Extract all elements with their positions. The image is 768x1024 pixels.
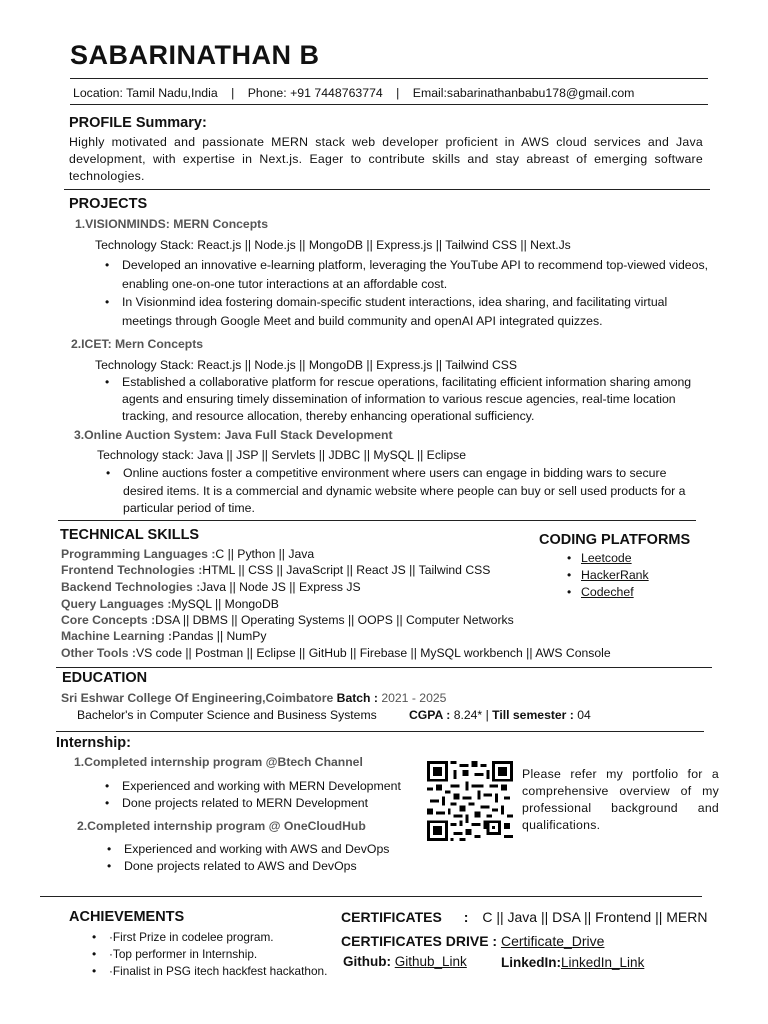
internship-title: 1.Completed internship program @Btech Channel xyxy=(74,755,363,769)
education-college-row xyxy=(61,691,446,705)
cgpa-label: CGPA : xyxy=(409,708,451,722)
contact-divider xyxy=(70,104,708,105)
github-label: Github: xyxy=(343,954,391,969)
project-title: 2.ICET: Mern Concepts xyxy=(71,337,204,351)
certificates-label: CERTIFICATES xyxy=(341,909,442,925)
certificates-row xyxy=(341,909,707,925)
hackerrank-link[interactable] xyxy=(567,567,649,584)
internship-heading: Internship: xyxy=(56,735,131,751)
list-item: • Developed an innovative e-learning platform, leveraging the YouTube API to recommend top-viewed videos, enabling one-on-one tutor interactions at an affordable cost. xyxy=(100,256,712,293)
contact-separator: | xyxy=(231,86,235,100)
skill-label: Query Languages : xyxy=(61,597,172,611)
coding-links xyxy=(567,550,649,601)
skill-row xyxy=(61,563,490,577)
list-item: • Experienced and working with MERN Development xyxy=(100,778,401,795)
certificates-colon: : xyxy=(463,909,469,925)
projects-divider xyxy=(58,520,696,521)
codechef-link[interactable] xyxy=(567,584,649,601)
github-row xyxy=(343,954,467,969)
leetcode-link-text[interactable]: Leetcode xyxy=(581,551,632,565)
list-item: • ·Finalist in PSG itech hackfest hackathon. xyxy=(87,963,327,980)
skill-label: Machine Learning : xyxy=(61,629,173,643)
skill-value: Pandas || NumPy xyxy=(172,629,267,643)
project-title: 1.VISIONMINDS: MERN Concepts xyxy=(75,217,268,231)
skill-row xyxy=(61,597,279,611)
achievements-heading: ACHIEVEMENTS xyxy=(69,909,185,925)
codechef-link-text[interactable]: Codechef xyxy=(581,585,634,599)
list-item: • Established a collaborative platform for rescue operations, facilitating efficient information sharing among agents and ensuring timely dissemination of information to various rescue agencies, real-time location tracking, and resource allocation, thereby enhancing operational sufficiency. xyxy=(100,374,704,426)
profile-divider xyxy=(64,189,710,190)
list-item: • Experienced and working with AWS and DevOps xyxy=(102,841,389,858)
achievements-list xyxy=(87,929,327,980)
contact-location: Location: Tamil Nadu,India xyxy=(73,86,218,100)
skill-value: Java || Node JS || Express JS xyxy=(200,580,361,594)
list-item: • ·Top performer in Internship. xyxy=(87,946,327,963)
contact-separator: | xyxy=(396,86,400,100)
skill-row xyxy=(61,547,314,561)
hackerrank-link-text[interactable]: HackerRank xyxy=(581,568,649,582)
contact-phone: Phone: +91 7448763774 xyxy=(247,86,383,100)
skill-label: Core Concepts : xyxy=(61,613,156,627)
skill-row xyxy=(61,613,514,627)
project-stack: Technology Stack: React.js || Node.js || MongoDB || Express.js || Tailwind CSS xyxy=(95,358,518,372)
skill-value: HTML || CSS || JavaScript || React JS || Tailwind CSS xyxy=(202,563,491,577)
portfolio-note: Please refer my portfolio for a comprehensive overview of my professional background and qualifications. xyxy=(522,767,719,832)
skill-value: DSA || DBMS || Operating Systems || OOPS || Computer Networks xyxy=(155,613,514,627)
project-bullets xyxy=(100,374,704,426)
list-item: • Done projects related to MERN Development xyxy=(100,795,401,812)
skills-heading: TECHNICAL SKILLS xyxy=(60,527,200,543)
till-value: 04 xyxy=(577,708,591,722)
certificates-drive-row xyxy=(341,933,604,949)
batch-label: Batch : xyxy=(336,691,378,705)
skill-value: MySQL || MongoDB xyxy=(171,597,279,611)
github-link[interactable]: Github_Link xyxy=(394,954,467,969)
certificates-value: C || Java || DSA || Frontend || MERN xyxy=(482,909,708,925)
cgpa-separator: | xyxy=(485,708,489,722)
education-divider xyxy=(56,731,704,732)
profile-text: Highly motivated and passionate MERN stack web developer proficient in AWS cloud services and Java development, with expertise in Next.js. Eager to contribute skills and stay abreast of emerging software technologies. xyxy=(69,135,703,183)
skill-label: Programming Languages : xyxy=(61,547,216,561)
linkedin-row xyxy=(501,955,644,970)
profile-heading: PROFILE Summary: xyxy=(69,115,207,131)
list-item: • ·First Prize in codelee program. xyxy=(87,929,327,946)
education-cgpa-row xyxy=(409,708,591,722)
certificate-drive-link[interactable]: Certificate_Drive xyxy=(500,933,605,949)
till-label: Till semester : xyxy=(492,708,574,722)
contact-email[interactable]: Email:sabarinathanbabu178@gmail.com xyxy=(412,86,635,100)
skill-value: C || Python || Java xyxy=(215,547,315,561)
list-item: • In Visionmind idea fostering domain-specific student interactions, idea sharing, and facilitating virtual meetings through Google Meet and build community and openAI API integrated quizzes. xyxy=(100,293,712,330)
project-bullets xyxy=(101,465,707,518)
internship-bullets xyxy=(100,778,401,812)
internship-divider xyxy=(40,896,702,897)
header-divider xyxy=(70,78,708,79)
cgpa-value: 8.24* xyxy=(453,708,483,722)
batch-value: 2021 - 2025 xyxy=(381,691,447,705)
resume-name: SABARINATHAN B xyxy=(70,40,320,70)
portfolio-qr-code-icon[interactable] xyxy=(427,761,513,841)
project-stack: Technology stack: Java || JSP || Servlets || JDBC || MySQL || Eclipse xyxy=(97,448,466,462)
list-item: • Done projects related to AWS and DevOps xyxy=(102,858,389,875)
skill-label: Other Tools : xyxy=(61,646,136,660)
internship-bullets xyxy=(102,841,389,875)
internship-title: 2.Completed internship program @ OneCloudHub xyxy=(77,819,366,833)
skills-divider xyxy=(56,667,712,668)
coding-heading: CODING PLATFORMS xyxy=(539,532,691,548)
college-name: Sri Eshwar College Of Engineering,Coimbatore xyxy=(61,691,334,705)
project-title: 3.Online Auction System: Java Full Stack Development xyxy=(74,428,393,442)
certificates-drive-label: CERTIFICATES DRIVE : xyxy=(341,933,498,949)
education-heading: EDUCATION xyxy=(62,670,148,686)
project-stack: Technology Stack: React.js || Node.js || MongoDB || Express.js || Tailwind CSS || Next.Js xyxy=(95,238,571,252)
skill-row xyxy=(61,629,266,643)
contact-line xyxy=(73,86,634,100)
projects-heading: PROJECTS xyxy=(69,196,148,212)
skill-row xyxy=(61,646,611,660)
linkedin-label: LinkedIn: xyxy=(501,955,561,970)
skill-label: Frontend Technologies : xyxy=(61,563,203,577)
list-item: • Online auctions foster a competitive environment where users can engage in bidding wars to secure desired items. It is a commercial and dynamic website where people can buy or sell used products for a particular period of time. xyxy=(101,465,707,518)
linkedin-link[interactable]: LinkedIn_Link xyxy=(561,955,645,970)
project-bullets xyxy=(100,256,712,330)
skill-value: VS code || Postman || Eclipse || GitHub || Firebase || MySQL workbench || AWS Console xyxy=(135,646,611,660)
skill-row xyxy=(61,580,361,594)
skill-label: Backend Technologies : xyxy=(61,580,201,594)
leetcode-link[interactable] xyxy=(567,550,649,567)
education-degree: Bachelor's in Computer Science and Business Systems xyxy=(77,708,377,722)
